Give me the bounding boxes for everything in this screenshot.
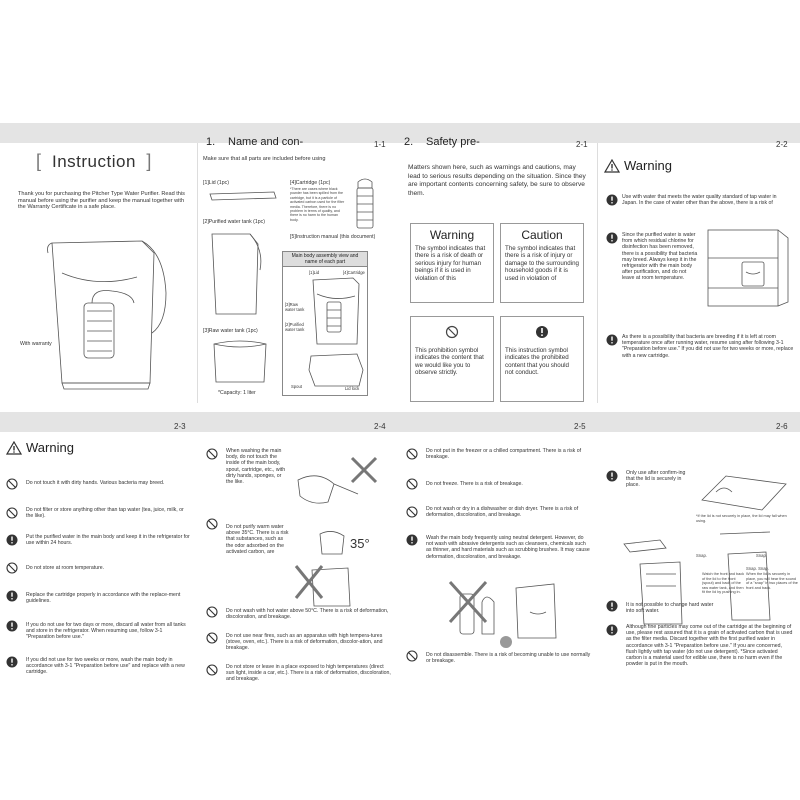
snap-label: Snap. (756, 553, 767, 558)
cover-title: [ Instruction ] (36, 151, 152, 171)
instruction-icon (6, 590, 18, 602)
warning-heading: Warning (604, 158, 672, 173)
snap-label: Snap. (696, 553, 707, 558)
cartridge-note: *There are cases where black powder has been spilled from the cartridge, but it is a particle of activated carbon used for the filter media. Therefore, there is no problem in terms of quality, and there is no harm to the human body. (290, 187, 345, 222)
warning-item: Do not filter or store anything other than tap water (tea, juice, milk, or the like). (26, 507, 184, 520)
prohibition-symbol-box (410, 316, 494, 402)
page-number: 2-5 (574, 422, 586, 431)
warning-item: Replace the cartridge properly in accordance with the replace-ment guidelines. (26, 592, 181, 605)
label-raw-tank: [3]Raw water tank (285, 302, 305, 312)
cover-intro: Thank you for purchasing the Pitcher Type Water Purifier. Read this manual before using the purifier and keep the manual together with the Warranty Certificate in a safe place. (18, 191, 185, 211)
near-fire-text: Do not use near fires, such as an apparatus with high tempera-tures (stove, oven, etc.). There is a risk of deformation, discolor-ation, and breakage. (226, 633, 383, 652)
lid-illustration (696, 470, 792, 514)
purified-tank-illustration (208, 230, 268, 320)
column-divider (597, 143, 598, 403)
warranty-label: With warranty (20, 341, 52, 347)
warning-item: Put the purified water in the main body and keep it in the refrigerator for use within 24 hours. (26, 534, 190, 547)
dishwasher-text: Do not wash or dry in a dishwasher or dish dryer. There is a risk of deformation, discoloration, and breakage. (426, 506, 579, 519)
warning-triangle-icon (6, 441, 22, 455)
instruction-description: This instruction symbol indicates the prohibited content that you should not conduct. (505, 347, 569, 377)
caution-symbol-box (500, 223, 584, 303)
part-manual: [5]Instruction manual (this document) (290, 234, 376, 240)
water-quality-text: Use with water that meets the water quality standard of tap water in Japan. In the case of water other than the above, there is a risk of (622, 194, 777, 207)
cartridge-illustration (350, 178, 380, 233)
prohibition-icon (406, 506, 418, 518)
instruction-icon (606, 334, 618, 346)
page-number: 2-4 (374, 422, 386, 431)
parts-intro: Make sure that all parts are included before using (203, 156, 326, 162)
wash-dirty-hands-text: When washing the main body, do not touch the inside of the main body, spout, cartridge, etc., with dirty hands, sponges, or the like. (226, 448, 286, 486)
warning-title: Warning (429, 228, 475, 242)
page-2-1 (400, 128, 597, 410)
prohibition-icon (6, 507, 18, 519)
refrigerator-illustration (706, 228, 790, 308)
warning-item: Do not store at room temperature. (26, 565, 105, 571)
warning-item: Do not touch it with dirty hands. Various bacteria may breed. (26, 480, 165, 486)
instruction-icon (6, 534, 18, 546)
page-number: 2-3 (174, 422, 186, 431)
lid-secure-text: Only use after confirm-ing that the lid is securely in place. (626, 470, 686, 489)
label-purified-tank: [2]Purified water tank (285, 322, 305, 332)
snap-note: When the lid is securely in place, you will hear the sound of a "snap" in two places of the front and back. (746, 572, 798, 590)
caution-description: The symbol indicates that there is a risk of injury or damage to the surrounding household goods if it is used in violation of (505, 245, 579, 282)
lid-illustration (208, 190, 278, 204)
temperature-label: 35° (350, 536, 370, 551)
fine-particles-text: Although fine particles may come out of the cartridge at the beginning of use, please rest assured that it is a grain of activated carbon that is used as the filter media. Discard together with the first purified water in accordance with 3-1 "Preparation before use." If you are concerned, flush lightly with tap water (do not use detergent). *Since activated carbon is a material used for edible use, there is no harm even if the powder is put in the mouth. (626, 624, 793, 668)
section-title: 2. Safety pre- (404, 136, 480, 148)
pitcher-illustration (42, 233, 172, 393)
watch-note: Watch the front and back of the lid to the front (spout) and back of the raw water tank, and then fit the lid by pushing in. (702, 572, 745, 595)
warning-heading: Warning (6, 440, 74, 455)
prohibition-icon (206, 518, 218, 530)
instruction-icon (6, 656, 18, 668)
prohibition-icon (206, 632, 218, 644)
instruction-icon (606, 470, 618, 482)
warning-item: If you do not use for two days or more, discard all water from all tanks and store in the refrigerator. When resuming use, follow 3-1 "Preparation before use." (26, 622, 186, 641)
warm-water-illustration (292, 520, 392, 610)
warning-item: If you did not use for two weeks or more, wash the main body in accordance with 3-1 "Preparation before use" and replace with a new cartridge. (26, 657, 185, 676)
instruction-icon (406, 534, 418, 546)
prohibition-icon (406, 478, 418, 490)
instruction-icon (606, 232, 618, 244)
prohibition-icon (406, 650, 418, 662)
instruction-symbol-box (500, 316, 584, 402)
instruction-icon (606, 624, 618, 636)
cover-page (0, 143, 197, 408)
capacity-note: *Capacity: 1 liter (218, 390, 256, 396)
snap-label: Snap. Snap. (746, 566, 770, 571)
page-2-3 (0, 412, 197, 800)
part-cartridge: [4]Cartridge (1pc) (290, 180, 331, 186)
part-purified-tank: [2]Purified water tank (1pc) (203, 219, 265, 225)
prohibition-icon (6, 562, 18, 574)
warning-triangle-icon (604, 159, 620, 173)
warm-water-text: Do not purify warm water above 35°C. There is a risk that substances, such as the odor adsorbed on the activated carbon, are (226, 524, 289, 555)
page-number: 2-6 (776, 422, 788, 431)
warning-description: The symbol indicates that there is a risk of death or serious injury for human beings if it is used in violation of this (415, 245, 486, 282)
refrigerate-text: Since the purified water is water from which residual chlorine for disinfection has been removed, there is a possibility that bacteria may breed. Always keep it in the refrigerator with the main body after purification, and do not leave at room temperature. (622, 232, 698, 282)
page-1-1 (200, 128, 397, 410)
page-2-5 (400, 412, 597, 800)
prohibition-icon (206, 664, 218, 676)
disassemble-text: Do not disassemble. There is a risk of becoming unable to use normally or breakage. (426, 652, 591, 665)
assembly-title: Main body assembly view and name of each part (283, 252, 367, 267)
part-lid: [1]Lid (1pc) (203, 180, 229, 186)
bacteria-text: As there is a possibility that bacteria are breeding if it is left at room temperature once after running water, resume using after following 3-1 "Preparation before use." If you did not use for two weeks or more, replace with a new cartridge. (622, 334, 794, 359)
page-number: 1-1 (374, 140, 386, 149)
section-title: 1. Name and con- (206, 136, 304, 148)
label-lid: [1]Lid (309, 270, 320, 275)
hot-water-text: Do not wash with hot water above 50°C. There is a risk of deformation, discoloration, and breakage. (226, 608, 389, 621)
page-2-2 (600, 128, 800, 410)
freeze-text: Do not freeze. There is a risk of breakage. (426, 481, 523, 487)
label-lid-lock: Lid lock (345, 386, 360, 391)
raw-tank-illustration (210, 338, 270, 388)
prohibition-description: This prohibition symbol indicates the content that we would like you to observe strictly. (415, 347, 484, 377)
washing-illustration (288, 450, 388, 520)
detergent-text: Wash the main body frequently using neutral detergent. However, do not wash with abrasive detergents such as cleansers, chemicals such as thinner, and hard materials such as scrubbing brushes. It may cause deformation, discoloration, and breakage. (426, 535, 590, 560)
page-2-6 (600, 412, 800, 800)
instruction-icon (6, 620, 18, 632)
warning-symbol-box (410, 223, 494, 303)
prohibition-icon (445, 325, 459, 339)
page-number: 2-1 (576, 140, 588, 149)
prohibition-icon (406, 448, 418, 460)
prohibition-icon (206, 448, 218, 460)
high-temp-text: Do not store or leave in a place exposed to high temperatures (direct sun light, inside a car, etc.). There is a risk of deformation, discoloration, and breakage. (226, 664, 391, 683)
part-raw-tank: [3]Raw water tank (1pc) (203, 328, 258, 334)
prohibition-icon (206, 606, 218, 618)
caution-title: Caution (521, 228, 563, 242)
detergent-illustration (446, 572, 566, 652)
hard-water-text: It is not possible to change hard water into soft water. (626, 602, 714, 615)
freezer-text: Do not put in the freezer or a chilled compartment. There is a risk of breakage. (426, 448, 582, 461)
instruction-icon (606, 600, 618, 612)
assembly-illustration (307, 274, 367, 394)
assembly-box (282, 251, 368, 396)
instruction-icon (606, 194, 618, 206)
prohibition-icon (6, 478, 18, 490)
lid-note: *If the lid is not securely in place, the lid may fall when using. (696, 514, 787, 523)
label-spout: Spout (291, 384, 302, 389)
label-cartridge: [4]Cartridge (343, 270, 365, 275)
page-2-4 (200, 412, 397, 800)
column-divider (197, 143, 198, 403)
safety-intro: Matters shown here, such as warnings and cautions, may lead to serious results depending on the situation. Since they are important contents concerning safety, be sure to observe them. (408, 164, 586, 197)
page-number: 2-2 (776, 140, 788, 149)
instruction-icon (535, 325, 549, 339)
